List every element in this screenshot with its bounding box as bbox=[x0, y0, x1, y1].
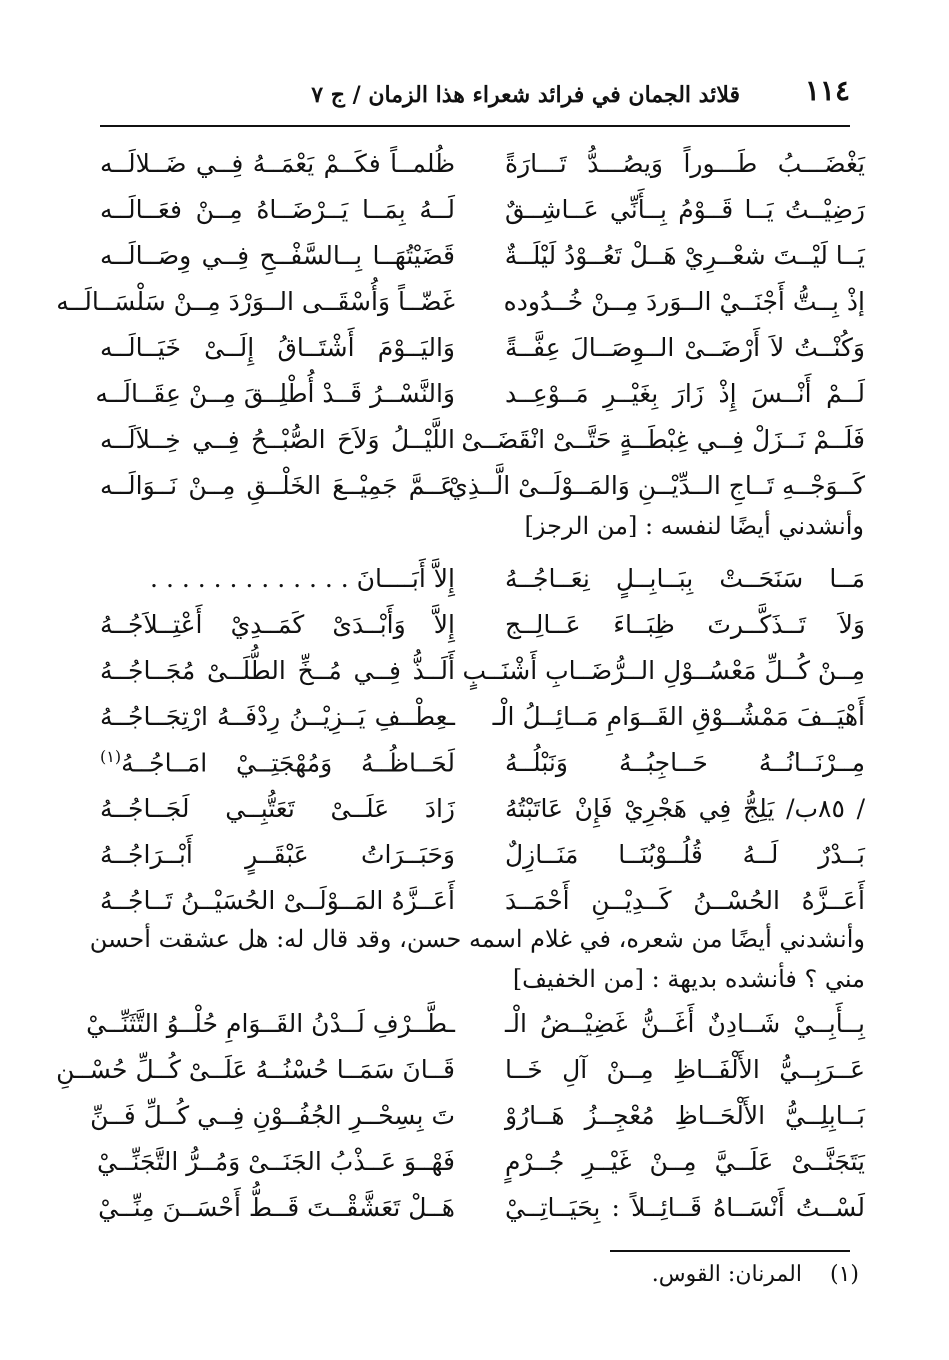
verse-row bbox=[97, 1138, 865, 1184]
verse-right-hemistich: بَــابِلِــيُّ الأَلْحَــاظِ مُعْجِــزُ هَــارُوْ bbox=[505, 1100, 865, 1130]
intro-1: وأنشدني أيضًا لنفسه : [من الرجز] bbox=[524, 512, 864, 540]
footnote-number: (١) bbox=[829, 1262, 859, 1287]
verse-row bbox=[56, 278, 865, 324]
verse-right-hemistich: أَعَــزَّهُ الحُسْــنُ كَــدِيْــنِ أَحْمَــدَ bbox=[505, 885, 865, 915]
verse-left-hemistich: ـعِطْــفِ يَــزِيْــنُ رِدْفَــهُ ارْتِجَــاجُــهُ bbox=[100, 701, 455, 731]
verse-left-hemistich: لَــهُ بِمَــا يَــرْضَــاهُ مِــنْ فعَــالَــه bbox=[100, 194, 455, 224]
verse-right-hemistich: إذْ بِــتُّ أَجْنَــيْ الــوَردَ مِــنْ خُــدُوده bbox=[503, 286, 865, 316]
verse-row bbox=[100, 877, 865, 923]
verse-left-hemistich: عَــمَّ جَمِيْــعَ الخَلْــقِ مِــنْ نَــوَالَــه bbox=[100, 470, 455, 500]
verse-right-hemistich: أَهْيَــفَ مَمْشُــوْقِ القَــوَامِ مَــائِــلُ الْـ bbox=[492, 701, 865, 731]
verse-row bbox=[100, 416, 865, 462]
verse-row bbox=[100, 186, 865, 232]
verse-right-hemistich: كَــوَجْــهِ تَــاجِ الــدِّيْــنِ وَالمَــوْلَــىْ الَّــذِيْ bbox=[448, 470, 865, 500]
verse-right-hemistich: وَلاَ تَــذَكَّــرتَ ظِبَــاءَ عَــالِــج bbox=[505, 609, 865, 639]
verse-row bbox=[56, 1046, 865, 1092]
footnote-rule bbox=[610, 1250, 850, 1252]
verse-right-hemistich: بَــدْرٌ لَــهُ قُلُــوْبُنَــا مَنَــازِلٌ bbox=[505, 839, 865, 869]
verse-row bbox=[100, 140, 865, 186]
verse-left-hemistich: هَــلْ تَعَشَّقْــتَ قَــطُّ أَحْسَــنَ مِنِّــيْ bbox=[98, 1192, 455, 1222]
header-rule bbox=[100, 125, 850, 127]
verse-row bbox=[100, 601, 865, 647]
verse-row bbox=[100, 647, 865, 693]
verse-left-hemistich: تَ بِسِحْــرِ الجُفُــوْنِ فِــي كُــلِّ فَــنِّ bbox=[90, 1100, 455, 1130]
verse-left-hemistich: قَــانَ سَمَــا حُسْنُــهُ عَلَــىْ كُــلِّ حُسْــنِ bbox=[56, 1054, 455, 1084]
verse-left-hemistich: أَعَــزَّهُ المَــوْلَــىْ الحُسَيْــنُ تَــاجُــهُ bbox=[100, 885, 455, 915]
poem-3 bbox=[56, 1000, 865, 1230]
verse-right-hemistich: مِــنْ كُــلِّ مَعْسُــوْلِ الــرُّضَــابِ أَشْنَــبٍ bbox=[462, 655, 865, 685]
verse-right-hemistich: مِــرْنَــانُــهُ حَــاجِبُــهُ وَنَبْلُــهُ bbox=[505, 747, 865, 777]
verse-left-hemistich: وَالنَّسْــرُ قَــدْ أُطْلِــقَ مِــنْ عِقَــالَــه bbox=[95, 378, 455, 408]
verse-right-hemistich: يَتَجَنَّــىْ عَلَــيَّ مِــنْ غَيْــرِ جُــرْمٍ bbox=[505, 1146, 865, 1176]
verse-right-hemistich: يَــا لَيْــتَ شعْــرِيْ هَــلْ تَعُــوْدُ لَيْلَــةٌ bbox=[504, 240, 865, 270]
verse-right-hemistich: فَلَــمْ نَــزَلْ فِــي غِبْطَــةٍ حَتَّــىْ انْقَضَــىْ bbox=[461, 424, 865, 454]
verse-left-hemistich: غَضّــاً وَأُسْقَــى الــوَرْدَ مِــنْ سَلْسَــالَــه bbox=[56, 286, 455, 316]
verse-right-hemistich: وَكُنْــتُ لاَ أَرْضَــىْ الــوِصَــالَ عِفَّــةً bbox=[505, 332, 865, 362]
verse-left-hemistich: إِلاَّ أَبَــــانَ . . . . . . . . . . . . . bbox=[150, 563, 455, 593]
verse-right-hemistich: رَضِيْــتُ يَــا قَــوْمُ بِــأَنِّي عَــاشِــقٌ bbox=[505, 194, 865, 224]
verse-right-hemistich: بِــأَبِــيْ شَــادِنٌ أَغَــنُّ غَضِيْــضُ الْـ bbox=[505, 1008, 865, 1038]
verse-left-text: لَحَــاظُــهُ وَمُهْجَتِــيْ امَــاجُــهُ bbox=[121, 748, 455, 778]
verse-row bbox=[90, 1092, 865, 1138]
verse-left-hemistich: ظُلمــاً فكَــمْ يَعْمَــهُ فِــي ضَــلالَــه bbox=[100, 148, 455, 178]
intro-2 bbox=[89, 925, 865, 1005]
verse-right-hemistich: عَــرَبِــيُّ الأَلْفَــاظِ مِــنْ آلِ خَــا bbox=[505, 1054, 865, 1084]
poem-2 bbox=[100, 555, 865, 923]
poem-1 bbox=[56, 140, 865, 508]
verse-left-hemistich: فَهْــوَ عَــذْبُ الجَنَــىْ وَمُــرُّ التَّجَنِّــيْ bbox=[97, 1146, 455, 1176]
verse-row bbox=[100, 693, 865, 739]
verse-left-hemistich: وَحَبَــرَاتُ عَبْقَــرٍ أَبْــرَاجُــهُ bbox=[100, 839, 455, 869]
intro-2-line-2: مني ؟ فأنشده بديهة : [من الخفيف] bbox=[512, 965, 865, 993]
verse-right-hemistich: لَــمْ أَنْــسَ إِذْ زَارَ بِغَيْــرِ مَــوْعِــد bbox=[505, 378, 865, 408]
verse-row bbox=[100, 462, 865, 508]
verse-left-hemistich: أَلَــذُّ فِــي مُــخِّ الطُّلَــىْ مُجَــاجُــهُ bbox=[100, 655, 455, 685]
verse-row bbox=[95, 370, 865, 416]
verse-left-hemistich: اللَّيْــلُ وَلاَحَ الصُّبْــحُ فِــي خِــلاَلَــه bbox=[100, 424, 455, 454]
verse-left-hemistich: زَادَ عَلَــىْ تَعَتُّبِــي لَجَــاجُــهُ bbox=[100, 793, 455, 823]
verse-left-hemistich: قَضَيْتُهَــا بِــالسَّفْــحِ فِــي وِصَــالَــه bbox=[100, 240, 455, 270]
verse-row bbox=[100, 831, 865, 877]
verse-row bbox=[86, 1000, 865, 1046]
verse-row bbox=[100, 739, 865, 785]
verse-row bbox=[100, 555, 865, 601]
verse-row bbox=[100, 785, 865, 831]
verse-left-hemistich: وَاليَــوْمَ أَشْتَــاقُ إِلَــىْ خَيَــالَــه bbox=[100, 332, 455, 362]
footnote-text: المرنان: القوس. bbox=[651, 1262, 802, 1287]
verse-right-hemistich: يَغْضَـــبُ طَـــوراً وَيصُـــدُّ تَـــارَةً bbox=[505, 148, 865, 178]
verse-left-hemistich: إِلاَّ وَأَبْــدَىْ كَمَــدِيْ أَعْتِــلاَجُــهُ bbox=[100, 609, 455, 639]
verse-right-hemistich: لَسْــتُ أَنْسَــاهُ قَــائِــلاً : بِحَيَــاتِــيْ bbox=[505, 1192, 865, 1222]
verse-left-hemistich: ـطَّــرْفِ لَــدْنُ القَــوَامِ حُلْــوُ التَّثَنِّــيْ bbox=[86, 1008, 455, 1038]
page-header bbox=[100, 74, 850, 114]
verse-row bbox=[100, 1184, 865, 1230]
verse-right-hemistich: مَــا سَنَحَــتْ بِبَــابِــلٍ نِعَــاجُــهُ bbox=[505, 563, 865, 593]
footnote bbox=[652, 1262, 859, 1287]
verse-right-hemistich: / ٨٥ب/ يَلِجُّ فِي هَجْرِيْ فَإِنْ عَاتَبْتُهُ bbox=[505, 793, 865, 823]
verse-left-hemistich bbox=[100, 747, 455, 777]
verse-row bbox=[100, 232, 865, 278]
running-title: قلائد الجمان في فرائد شعراء هذا الزمان / ج ٧ bbox=[311, 82, 740, 108]
footnote-marker: (١) bbox=[100, 746, 122, 766]
verse-row bbox=[100, 324, 865, 370]
intro-2-line-1: وأنشدني أيضًا من شعره، في غلام اسمه حسن، وقد قال له: هل عشقت أحسن bbox=[89, 925, 865, 953]
page-number: ١١٤ bbox=[804, 74, 850, 107]
